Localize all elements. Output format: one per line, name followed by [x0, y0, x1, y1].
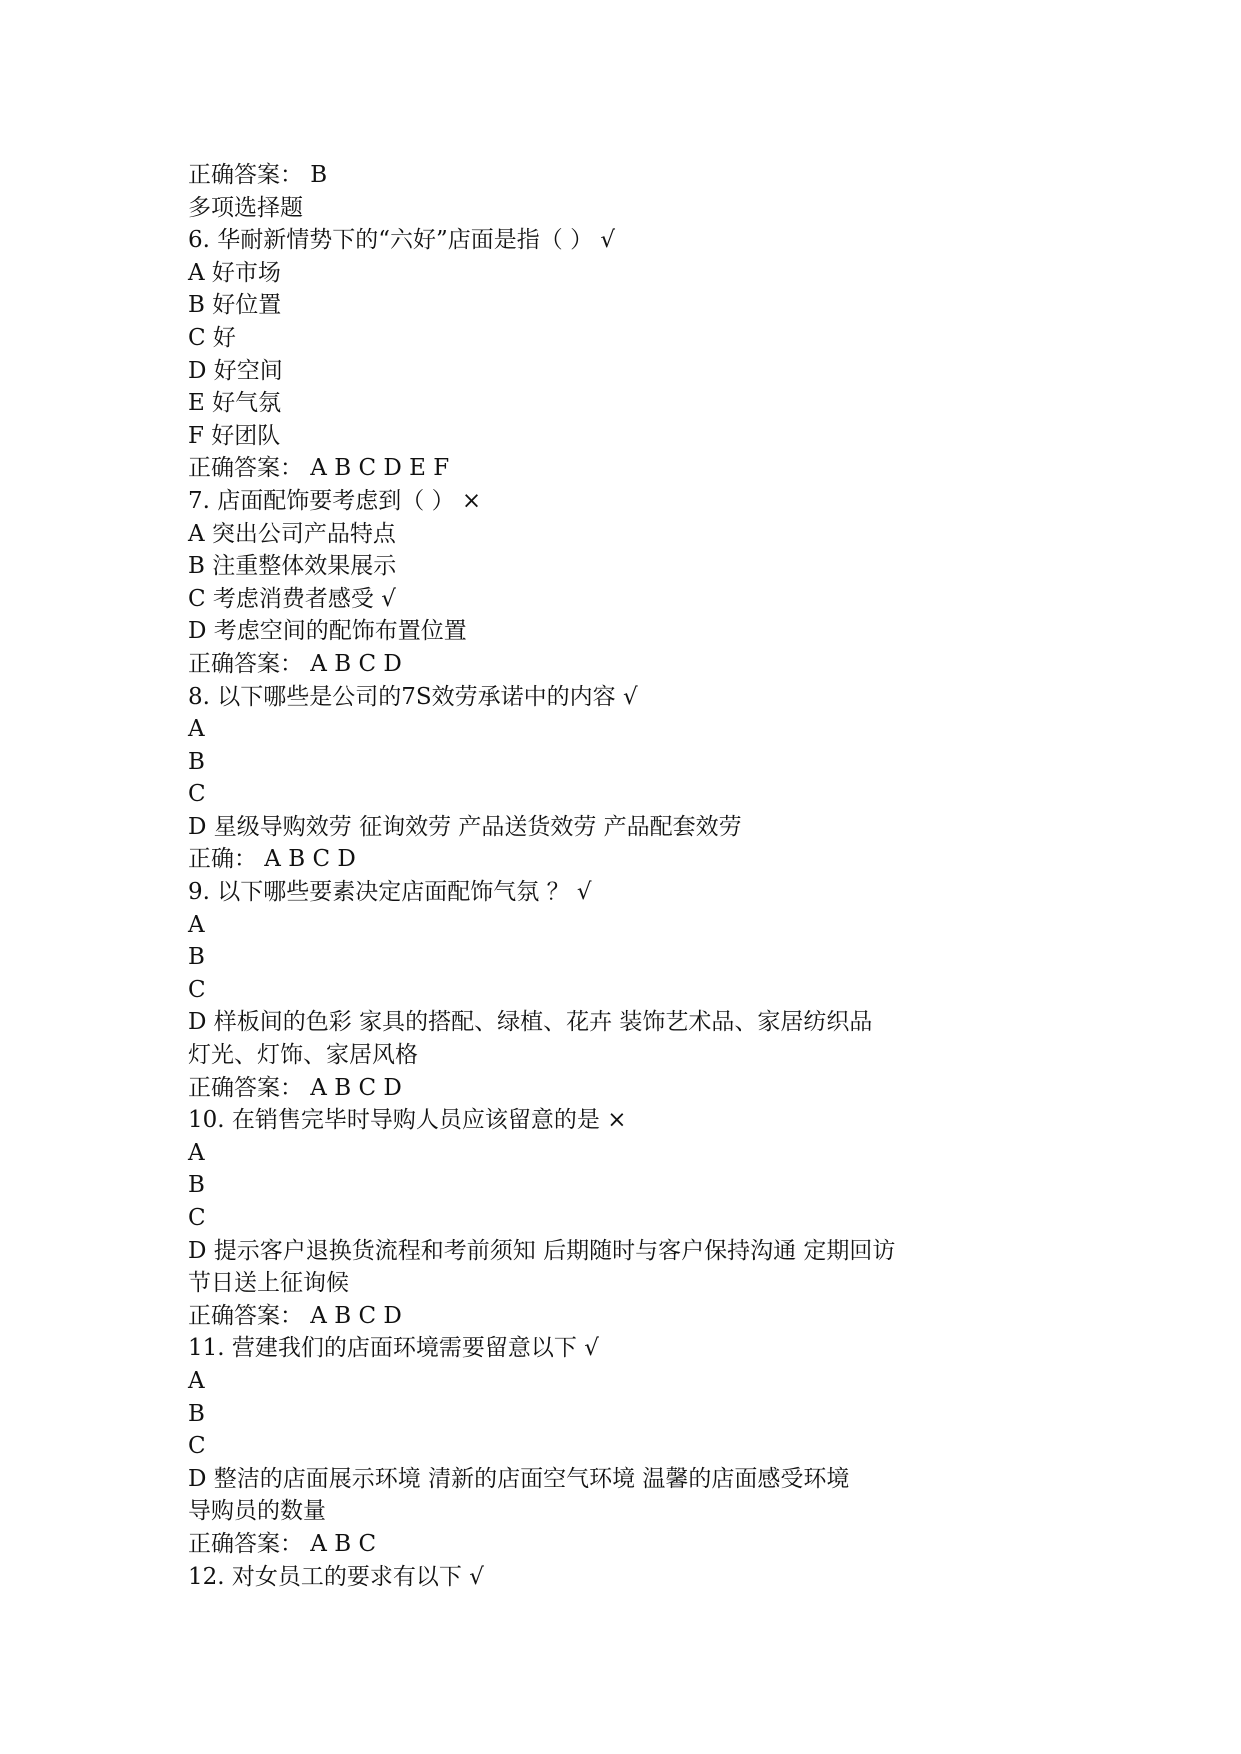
option-line: B — [188, 944, 205, 971]
answer-line: 正确： A B C D — [188, 846, 356, 873]
option-line: A — [188, 1367, 205, 1394]
answer-line: 正确答案： B — [188, 162, 328, 188]
option-line: F 好团队 — [188, 422, 281, 449]
answer-line: 正确答案： A B C — [188, 1530, 377, 1557]
question-7: 7. 店面配饰要考虑到（ ） × — [188, 487, 482, 514]
option-continuation: 灯光、灯饰、家居风格 — [188, 1042, 418, 1069]
option-line: B — [188, 1400, 205, 1427]
question-8: 8. 以下哪些是公司的7S效劳承诺中的内容 √ — [188, 683, 638, 710]
answer-line: 正确答案： A B C D E F — [188, 455, 450, 482]
option-line: A — [188, 1139, 205, 1166]
option-line: D 提示客户退换货流程和考前须知 后期随时与客户保持沟通 定期回访 — [188, 1237, 896, 1264]
option-line: D 好空间 — [188, 357, 283, 384]
option-line: B 好位置 — [188, 292, 282, 319]
answer-line: 正确答案： A B C D — [188, 1074, 402, 1101]
answer-line: 正确答案： A B C D — [188, 1302, 402, 1329]
question-11: 11. 营建我们的店面环境需要留意以下 √ — [188, 1335, 599, 1362]
document-body — [188, 159, 1088, 1593]
option-line: C — [188, 781, 206, 808]
option-line: B — [188, 1172, 205, 1199]
question-10: 10. 在销售完毕时导购人员应该留意的是 × — [188, 1107, 627, 1134]
option-continuation: 节日送上征询候 — [188, 1270, 349, 1297]
option-line: C — [188, 1433, 206, 1460]
option-line: D 样板间的色彩 家具的搭配、绿植、花卉 装饰艺术品、家居纺织品 — [188, 1009, 873, 1036]
option-line: C 考虑消费者感受 √ — [188, 585, 396, 612]
option-line: E 好气氛 — [188, 390, 282, 417]
option-line: D 星级导购效劳 征询效劳 产品送货效劳 产品配套效劳 — [188, 813, 742, 840]
option-line: B 注重整体效果展示 — [188, 553, 397, 580]
option-line: A 好市场 — [188, 259, 281, 286]
option-line: D 整洁的店面展示环境 清新的店面空气环境 温馨的店面感受环境 — [188, 1465, 850, 1492]
option-line: D 考虑空间的配饰布置位置 — [188, 618, 467, 645]
option-continuation: 导购员的数量 — [188, 1498, 326, 1525]
option-line: C — [188, 976, 206, 1003]
section-heading: 多项选择题 — [188, 194, 303, 221]
answer-line: 正确答案： A B C D — [188, 650, 402, 677]
option-line: C 好 — [188, 324, 236, 351]
option-line: C — [188, 1205, 206, 1231]
question-6: 6. 华耐新情势下的“六好”店面是指（ ） √ — [188, 227, 616, 254]
option-line: A — [188, 716, 205, 743]
option-line: A — [188, 911, 205, 938]
question-12: 12. 对女员工的要求有以下 √ — [188, 1563, 484, 1590]
question-9: 9. 以下哪些要素决定店面配饰气氛 ？ √ — [188, 879, 592, 906]
option-line: A 突出公司产品特点 — [188, 520, 396, 547]
option-line: B — [188, 748, 205, 775]
